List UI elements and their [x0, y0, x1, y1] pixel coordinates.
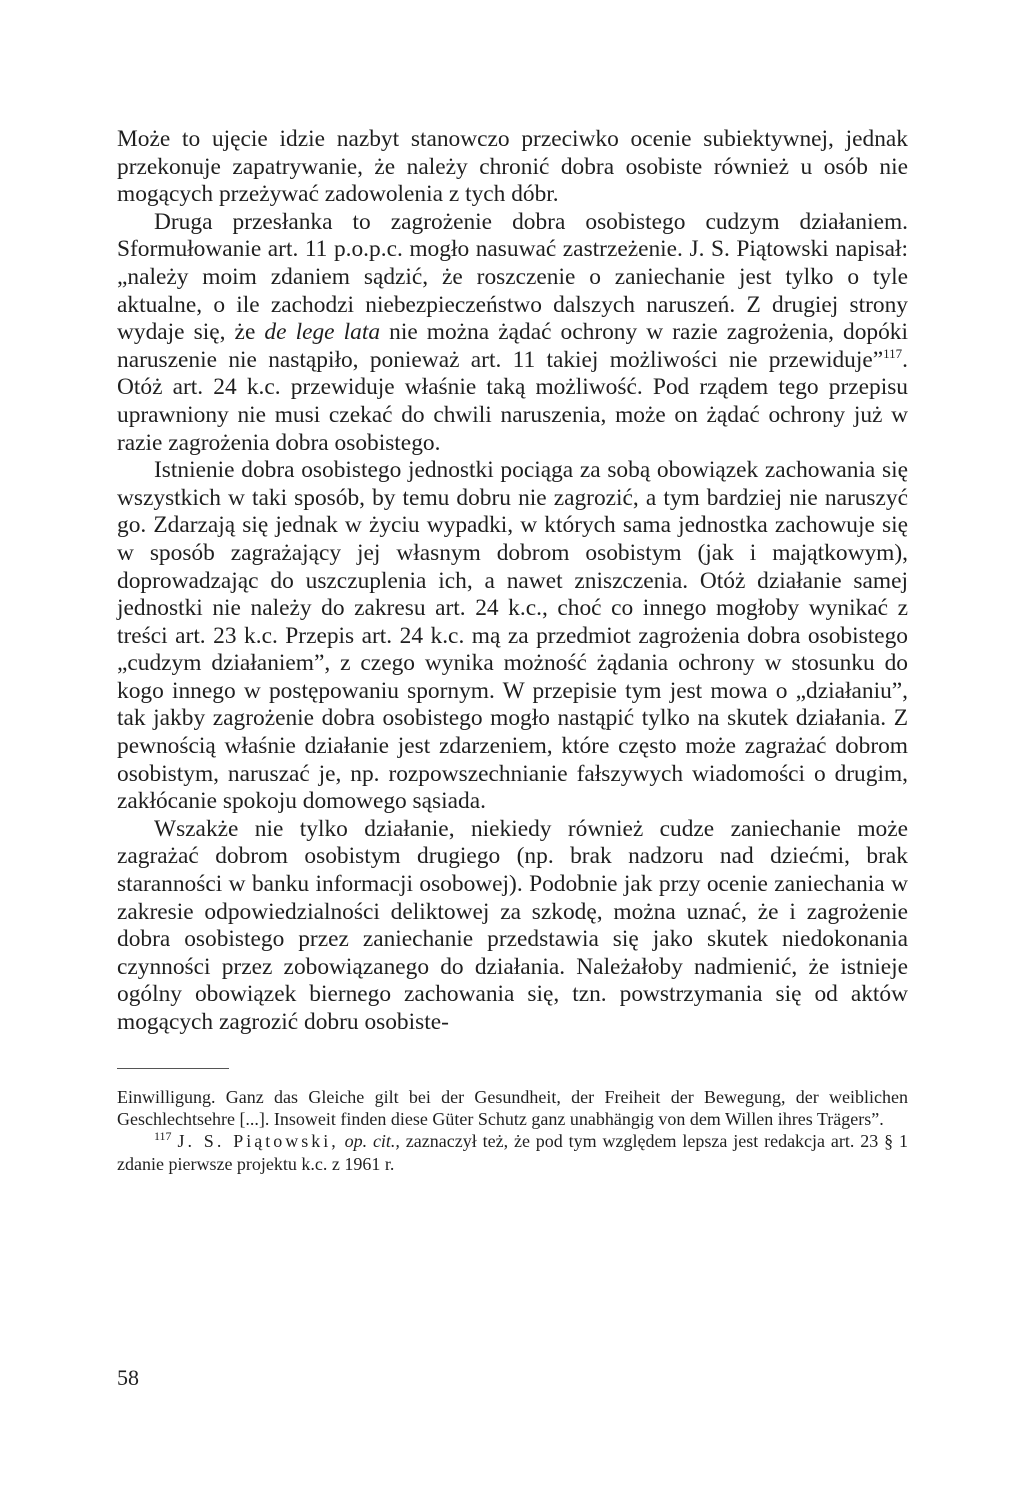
paragraph-3: Istnienie dobra osobistego jednostki pociąga za sobą obowiązek zachowania się wszystkich w taki sposób, by temu dobru nie zagrozić, a tym bardziej nie naruszyć go. Zdarzają się jednak w życiu wypadki, w których sama jednostka zachowuje się w sposób zagrażający jej własnym dobrom osobistym (jak i majątkowym), doprowadzając do uszczuplenia ich, a nawet zniszczenia. Otóż działanie samej jednostki nie należy do zakresu art. 24 k.c., choć co innego mogłoby wynikać z treści art. 23 k.c. Przepis art. 24 k.c. mą za przedmiot zagrożenia dobra osobistego „cudzym działaniem”, z czego wynika możność żądania ochrony w stosunku do kogo innego w postępowaniu spornym. W przepisie tym jest mowa o „działaniu”, tak jakby zagrożenie dobra osobistego mogło nastąpić tylko na skutek działania. Z pewnością właśnie działanie jest zdarzeniem, które często może zagrażać dobrom osobistym, naruszać je, np. rozpowszechnianie fałszywych wiadomości o drugim, zakłócanie spokoju domowego sąsiada. — [117, 457, 908, 815]
footnote-117-author: J. S. Piątowski, — [177, 1131, 339, 1152]
footnote-117-number: 117 — [154, 1129, 172, 1144]
paragraph-2 — [117, 209, 908, 457]
footnote-divider — [117, 1068, 229, 1069]
paragraph-2-text-b: nie można żądać ochrony w razie zagrożenia, dopóki naruszenie nie nastąpiło, ponieważ art. 11 takiej możliwości nie przewiduje” — [117, 319, 908, 373]
page-content — [117, 126, 908, 1175]
paragraph-2-text-a: Druga przesłanka to zagrożenie dobra osobistego cudzym działaniem. Sformułowanie art. 11 p.o.p.c. mogło nasuwać zastrzeżenie. J. S. Piątowski napisał: „należy moim zdaniem sądzić, że roszczenie o zaniechanie jest tylko o tyle aktualne, o ile zachodzi niebezpieczeństwo dalszych naruszeń. Z drugiej strony wydaje się, że — [117, 208, 908, 346]
paragraph-2-italic: de lege lata — [264, 319, 381, 346]
paragraph-2-text-c: . Otóż art. 24 k.c. przewiduje właśnie taką możliwość. Pod rządem tego przepisu uprawniony nie musi czekać do chwili naruszenia, może on żądać ochrony już w razie zagrożenia dobra osobistego. — [117, 346, 908, 456]
footnote-117-text: zaznaczył też, że pod tym względem lepsza jest redakcja art. 23 § 1 zdanie pierwsze projektu k.c. z 1961 r. — [117, 1131, 908, 1174]
page-number: 58 — [117, 1365, 139, 1390]
paragraph-1: Może to ujęcie idzie nazbyt stanowczo przeciwko ocenie subiektywnej, jednak przekonuje zapatrywanie, że należy chronić dobra osobiste również u osób nie mogących przeżywać zadowolenia z tych dóbr. — [117, 126, 908, 208]
footnote-ref-117: 117 — [883, 345, 903, 361]
footnote-117-italic: op. cit., — [344, 1131, 400, 1152]
footnotes — [117, 1086, 908, 1176]
footnote-117 — [117, 1130, 908, 1175]
footnote-continuation: Einwilligung. Ganz das Gleiche gilt bei der Gesundheit, der Freiheit der Bewegung, der weiblichen Geschlechtsehre [...]. Insoweit finden diese Güter Schutz ganz unabhängig von dem Willen ihres Trägers”. — [117, 1086, 908, 1129]
main-text — [117, 126, 908, 1037]
paragraph-4: Wszakże nie tylko działanie, niekiedy również cudze zaniechanie może zagrażać dobrom osobistym drugiego (np. brak nadzoru nad dziećmi, brak staranności w banku informacji osobowej). Podobnie jak przy ocenie zaniechania w zakresie odpowiedzialności deliktowej za szkodę, można uznać, że i zagrożenie dobra osobistego przez zaniechanie przedstawia się jako skutek niedokonania czynności przez zobowiązanego do działania. Należałoby nadmienić, że istnieje ogólny obowiązek biernego zachowania się, tzn. powstrzymania się od aktów mogących zagrozić dobru osobiste- — [117, 815, 908, 1035]
